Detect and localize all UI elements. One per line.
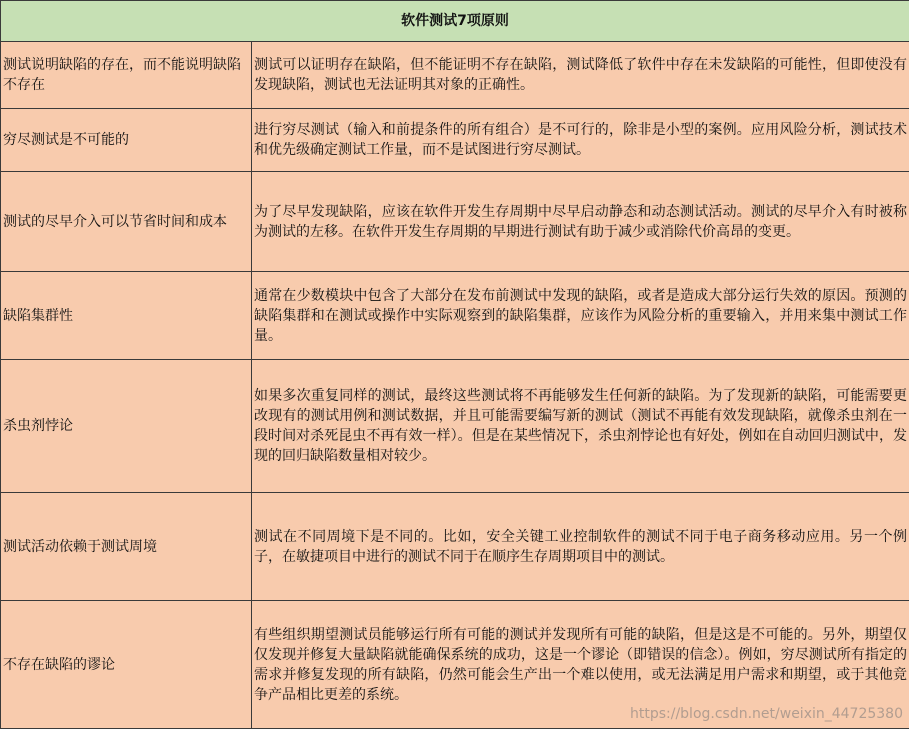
principle-description: 通常在少数模块中包含了大部分在发布前测试中发现的缺陷，或者是造成大部分运行失效的原因。预测的缺陷集群和在测试或操作中实际观察到的缺陷集群，应该作为风险分析的重要输入，并用来集中测试工作量。: [252, 272, 909, 360]
principle-name: 不存在缺陷的谬论: [1, 601, 252, 729]
table-row: [1, 109, 909, 172]
table-row: [1, 360, 909, 493]
table-row: [1, 601, 909, 729]
principle-name: 测试活动依赖于测试周境: [1, 493, 252, 601]
table-header-row: [1, 1, 909, 42]
principle-name: 测试说明缺陷的存在，而不能说明缺陷不存在: [1, 42, 252, 109]
principle-description: 测试在不同周境下是不同的。比如，安全关键工业控制软件的测试不同于电子商务移动应用。另一个例子，在敏捷项目中进行的测试不同于在顺序生存周期项目中的测试。: [252, 493, 909, 601]
principle-name: 测试的尽早介入可以节省时间和成本: [1, 172, 252, 272]
principle-description: 进行穷尽测试（输入和前提条件的所有组合）是不可行的，除非是小型的案例。应用风险分析，测试技术和优先级确定测试工作量，而不是试图进行穷尽测试。: [252, 109, 909, 172]
principle-description: 为了尽早发现缺陷，应该在软件开发生存周期中尽早启动静态和动态测试活动。测试的尽早介入有时被称为测试的左移。在软件开发生存周期的早期进行测试有助于减少或消除代价高昂的变更。: [252, 172, 909, 272]
principle-description: 有些组织期望测试员能够运行所有可能的测试并发现所有可能的缺陷，但是这是不可能的。另外，期望仅仅发现并修复大量缺陷就能确保系统的成功，这是一个谬论（即错误的信念）。例如，穷尽测试所有指定的需求并修复发现的所有缺陷，仍然可能会生产出一个难以使用，或无法满足用户需求和期望，或于其他竞争产品相比更差的系统。: [252, 601, 909, 729]
principle-name: 穷尽测试是不可能的: [1, 109, 252, 172]
principle-description: 测试可以证明存在缺陷，但不能证明不存在缺陷，测试降低了软件中存在未发缺陷的可能性，但即使没有发现缺陷，测试也无法证明其对象的正确性。: [252, 42, 909, 109]
watermark-text: https://blog.csdn.net/weixin_44725380: [630, 706, 903, 722]
table-row: [1, 272, 909, 360]
table-row: [1, 493, 909, 601]
table-title: 软件测试7项原则: [1, 1, 909, 42]
table-row: [1, 172, 909, 272]
principle-description: 如果多次重复同样的测试，最终这些测试将不再能够发生任何新的缺陷。为了发现新的缺陷，可能需要更改现有的测试用例和测试数据，并且可能需要编写新的测试（测试不再能有效发现缺陷，就像杀虫剂在一段时间对杀死昆虫不再有效一样）。但是在某些情况下，杀虫剂悖论也有好处，例如在自动回归测试中，发现的回归缺陷数量相对较少。: [252, 360, 909, 493]
principle-name: 缺陷集群性: [1, 272, 252, 360]
table-row: [1, 42, 909, 109]
principle-name: 杀虫剂悖论: [1, 360, 252, 493]
